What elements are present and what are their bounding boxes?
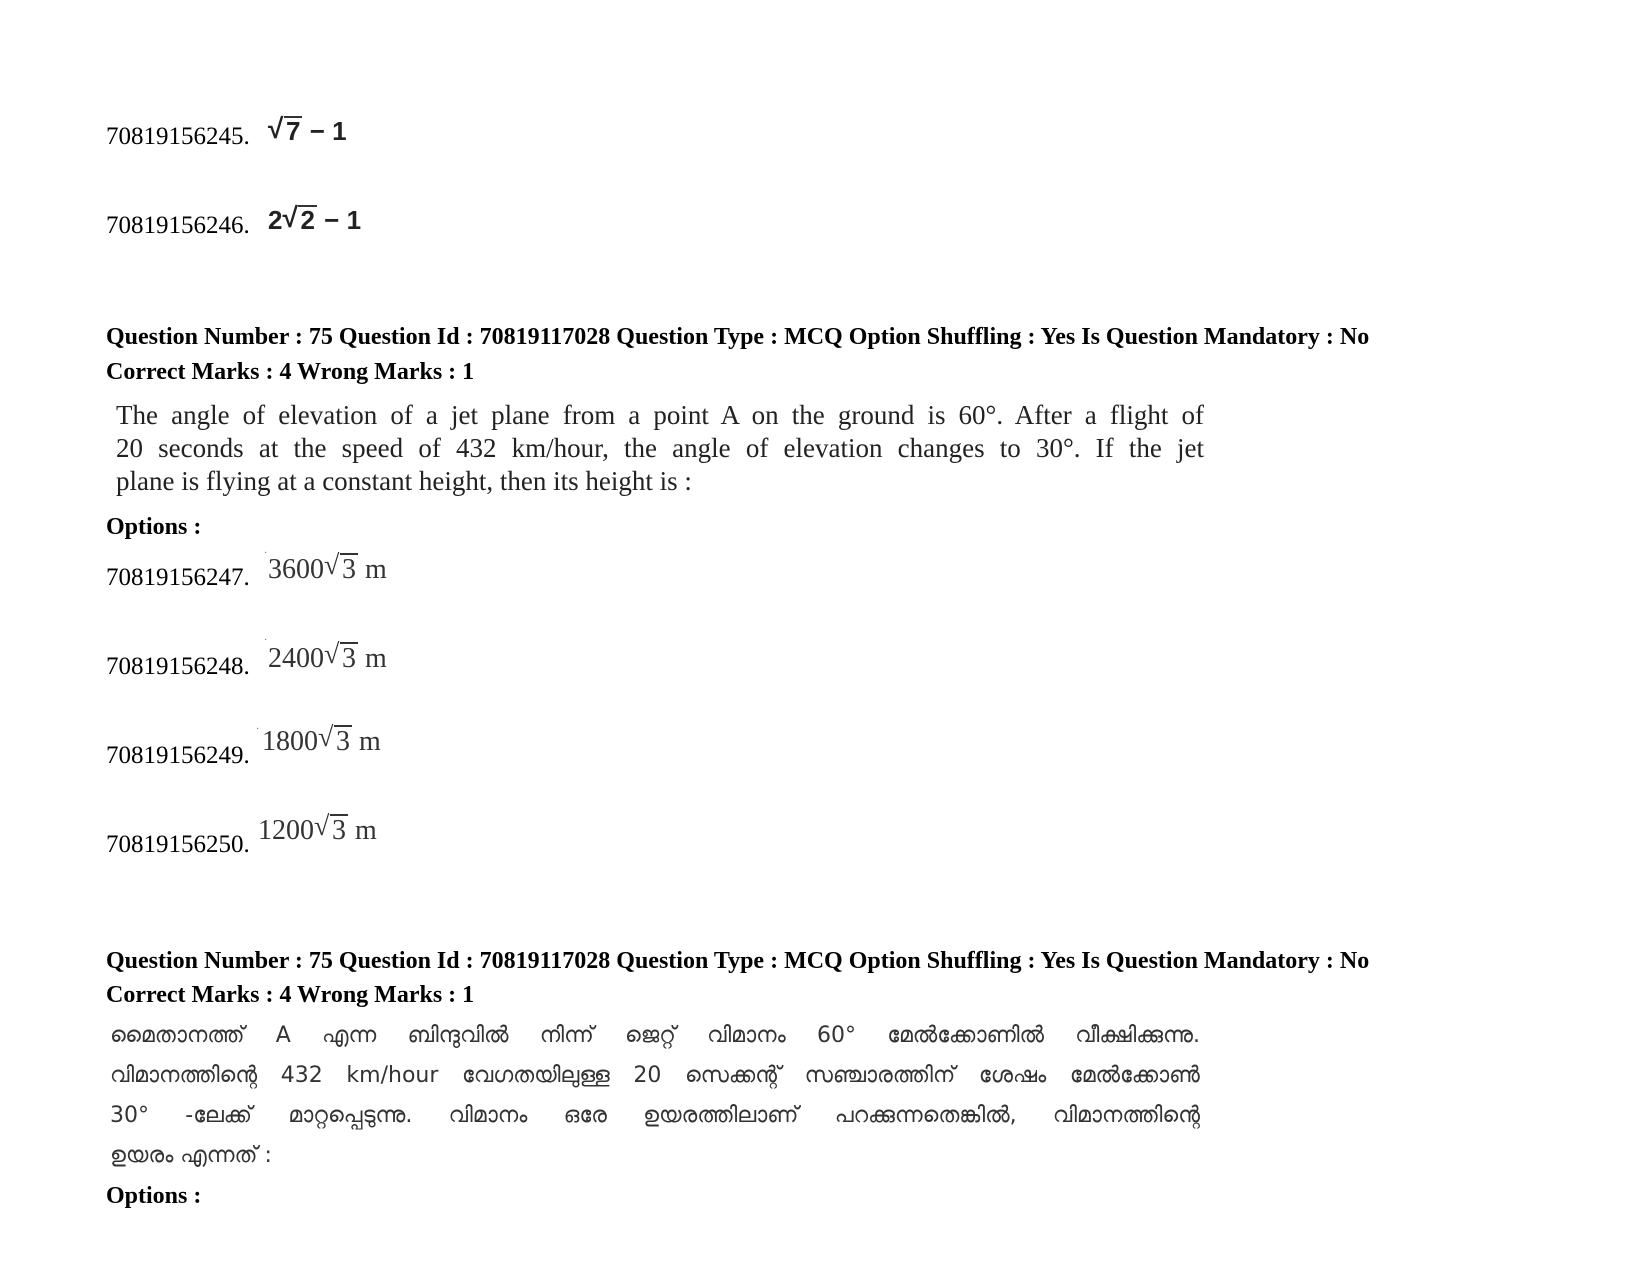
sqrt-symbol: √ 2	[282, 202, 315, 235]
option-math: 3600 √ 3 m	[268, 550, 387, 585]
sqrt-symbol: √ 3	[318, 722, 350, 757]
question-line: plane is flying at a constant height, then its height is :	[116, 466, 692, 496]
sqrt-symbol: √ 7	[268, 113, 301, 146]
question-text-malayalam	[110, 1016, 1200, 1176]
sqrt-symbol: √ 3	[324, 639, 356, 674]
question-text	[116, 399, 1204, 498]
options-label: Options :	[106, 514, 202, 540]
sqrt-symbol: √ 3	[314, 811, 346, 846]
option-id: 70819156247.	[106, 564, 250, 591]
option-math: 2 √ 2 − 1	[268, 202, 362, 235]
option-id: 70819156249.	[106, 742, 250, 769]
options-label: Options :	[106, 1183, 202, 1209]
question-meta: Question Number : 75 Question Id : 70819117028 Question Type : MCQ Option Shuffling : Yes Is Question Mandatory : No	[106, 948, 1370, 974]
question-marks: Correct Marks : 4 Wrong Marks : 1	[106, 982, 475, 1008]
question-meta: Question Number : 75 Question Id : 70819117028 Question Type : MCQ Option Shuffling : Yes Is Question Mandatory : No	[106, 324, 1370, 350]
option-math: 2400 √ 3 m	[268, 639, 387, 674]
option-id: 70819156248.	[106, 653, 250, 680]
option-math: √ 7 − 1	[268, 113, 347, 146]
option-id: 70819156246.	[106, 212, 250, 239]
option-id: 70819156245.	[106, 123, 250, 150]
option-math: 1800 √ 3 m	[262, 722, 381, 757]
question-marks: Correct Marks : 4 Wrong Marks : 1	[106, 359, 475, 385]
question-line: 30° -ലേക്ക് മാറ്റപ്പെടുന്നു. വിമാനം ഒരേ ഉയരത്തിലാണ് പറക്കുന്നതെങ്കിൽ, വിമാനത്തിന്റെ	[110, 1103, 1200, 1128]
sqrt-symbol: √ 3	[324, 550, 356, 585]
option-id: 70819156250.	[106, 831, 250, 858]
question-line: ഉയരം എന്നത് :	[110, 1143, 272, 1168]
question-line: 20 seconds at the speed of 432 km/hour, the angle of elevation changes to 30°. If the jet	[116, 433, 1204, 463]
option-math: 1200 √ 3 m	[258, 811, 377, 846]
question-line: വിമാനത്തിന്റെ 432 km/hour വേഗതയിലുള്ള 20 സെക്കന്റ് സഞ്ചാരത്തിന് ശേഷം മേൽക്കോൺ	[110, 1063, 1200, 1088]
question-line: മൈതാനത്ത് A എന്ന ബിന്ദുവിൽ നിന്ന് ജെറ്റ് വിമാനം 60° മേൽക്കോണിൽ വീക്ഷിക്കുന്നു.	[110, 1023, 1200, 1048]
question-line: The angle of elevation of a jet plane from a point A on the ground is 60°. After a flight of	[116, 400, 1204, 430]
